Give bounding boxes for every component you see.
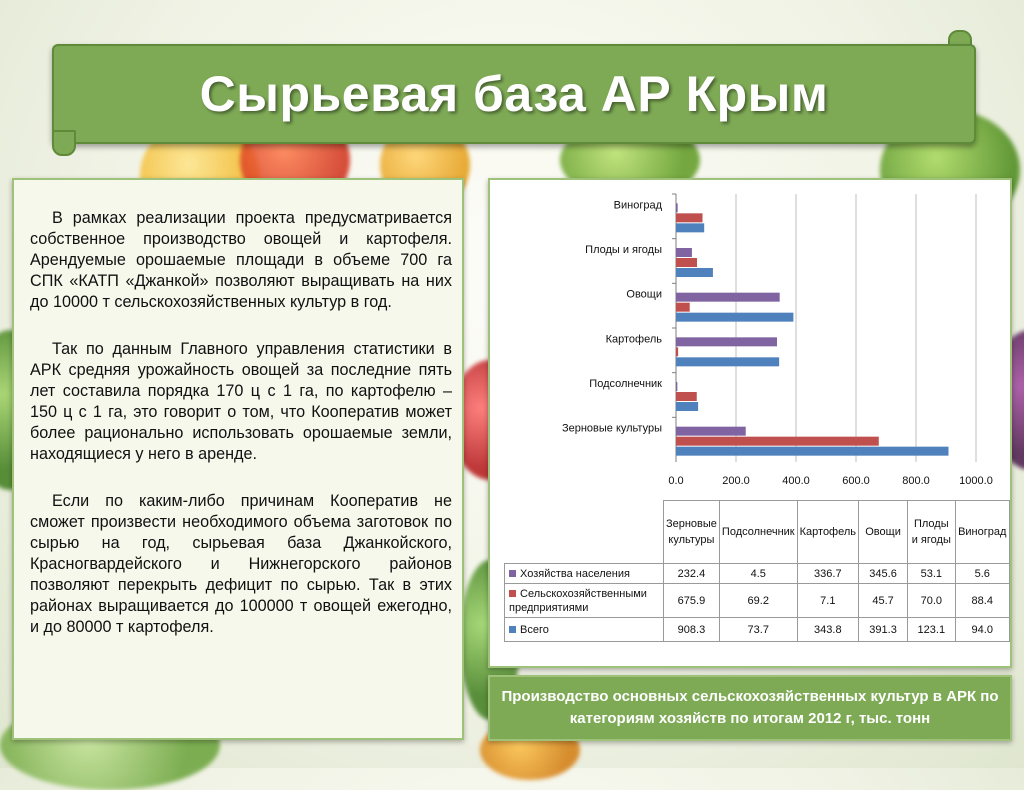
legend-key-icon (509, 570, 516, 577)
table-cell: 5.6 (955, 564, 1010, 584)
bar-chart (490, 180, 1010, 500)
table-cell: 343.8 (797, 618, 858, 642)
series-legend-cell (505, 584, 664, 618)
x-tick-label: 600.0 (842, 475, 870, 487)
table-cell: 88.4 (955, 584, 1010, 618)
col-header: Овощи (859, 501, 908, 564)
bar (676, 347, 678, 356)
table-cell: 45.7 (859, 584, 908, 618)
series-name: Хозяйства населения (520, 567, 630, 580)
col-header: Плоды и ягоды (908, 501, 955, 564)
table-row (505, 564, 1010, 584)
series-legend-cell (505, 564, 664, 584)
table-row (505, 584, 1010, 618)
y-category-label: Подсолнечник (589, 378, 662, 390)
banner-scroll-curl-bottom (52, 130, 76, 156)
y-category-label: Картофель (605, 333, 662, 346)
bar (676, 248, 692, 257)
bar (676, 427, 746, 436)
table-cell: 232.4 (663, 564, 719, 584)
y-category-label: Зерновые культуры (561, 422, 662, 435)
bar (676, 357, 779, 366)
x-tick-label: 400.0 (782, 475, 810, 487)
table-cell: 53.1 (908, 564, 955, 584)
y-category-label: Виноград (613, 199, 662, 212)
bar (676, 382, 677, 391)
bar (676, 203, 678, 212)
bar (676, 447, 948, 456)
chart-panel (488, 178, 1012, 668)
table-cell: 70.0 (908, 584, 955, 618)
bar (676, 392, 697, 401)
title-banner (52, 44, 976, 144)
table-cell: 73.7 (719, 618, 797, 642)
table-cell: 94.0 (955, 618, 1010, 642)
series-legend-cell (505, 618, 664, 642)
data-table (504, 500, 1010, 642)
bar (676, 313, 793, 322)
col-header: Зерновые культуры (663, 501, 719, 564)
series-name: Сельскохозяйственными предприятиями (509, 587, 647, 614)
table-cell: 336.7 (797, 564, 858, 584)
table-cell: 7.1 (797, 584, 858, 618)
bar (676, 437, 879, 446)
x-tick-label: 0.0 (668, 475, 684, 487)
table-cell: 69.2 (719, 584, 797, 618)
series-name: Всего (520, 623, 549, 636)
y-category-label: Плоды и ягоды (585, 244, 662, 256)
x-tick-label: 1000.0 (959, 475, 993, 487)
table-cell: 908.3 (663, 618, 719, 642)
text-panel (12, 178, 464, 740)
table-cell: 675.9 (663, 584, 719, 618)
table-cell: 123.1 (908, 618, 955, 642)
page-title: Сырьевая база АР Крым (199, 66, 829, 122)
paragraph-3: Если по каким-либо причинам Кооператив не сможет произвести необходимого объема заготовок по сырью на год, сырьевая база Джанкойского, Красногвардейского и Нижнегорского районов позволяют перекрыть дефицит по сырью. Так в этих районах выращивается до 100000 т овощей ежегодно, и до 80000 т картофеля. (30, 492, 452, 636)
table-cell: 391.3 (859, 618, 908, 642)
table-cell: 345.6 (859, 564, 908, 584)
bar (676, 293, 780, 302)
bar (676, 303, 690, 312)
bar (676, 337, 777, 346)
bar (676, 213, 703, 222)
data-table-header-row (505, 501, 1010, 564)
x-tick-label: 800.0 (902, 475, 930, 487)
col-header: Картофель (797, 501, 858, 564)
paragraph-2: Так по данным Главного управления статистики в АРК средняя урожайность овощей за последние пять лет составила порядка 170 ц с 1 га, по картофелю – 150 ц с 1 га, это говорит о том, что Кооператив может более рационально использовать орошаемые земли, находящиеся у него в аренде. (30, 340, 452, 463)
bar (676, 268, 713, 277)
legend-key-icon (509, 590, 516, 597)
table-cell: 4.5 (719, 564, 797, 584)
x-tick-label: 200.0 (722, 475, 750, 487)
table-row (505, 618, 1010, 642)
chart-caption: Производство основных сельскохозяйственных культур в АРК по категориям хозяйств по итогам 2012 г, тыс. тонн (488, 675, 1012, 741)
col-header: Подсолнечник (719, 501, 797, 564)
legend-key-icon (509, 626, 516, 633)
paragraph-1: В рамках реализации проекта предусматривается собственное производство овощей и картофеля. Арендуемые орошаемые площади в объеме 700 га СПК «КАТП «Джанкой» позволяют выращивать на них до 10000 т сельскохозяйственных культур в год. (30, 209, 452, 311)
bar (676, 402, 698, 411)
bar (676, 258, 697, 267)
data-table-corner (505, 501, 664, 564)
col-header: Виноград (955, 501, 1010, 564)
y-category-label: Овощи (626, 288, 662, 301)
bar (676, 223, 704, 232)
